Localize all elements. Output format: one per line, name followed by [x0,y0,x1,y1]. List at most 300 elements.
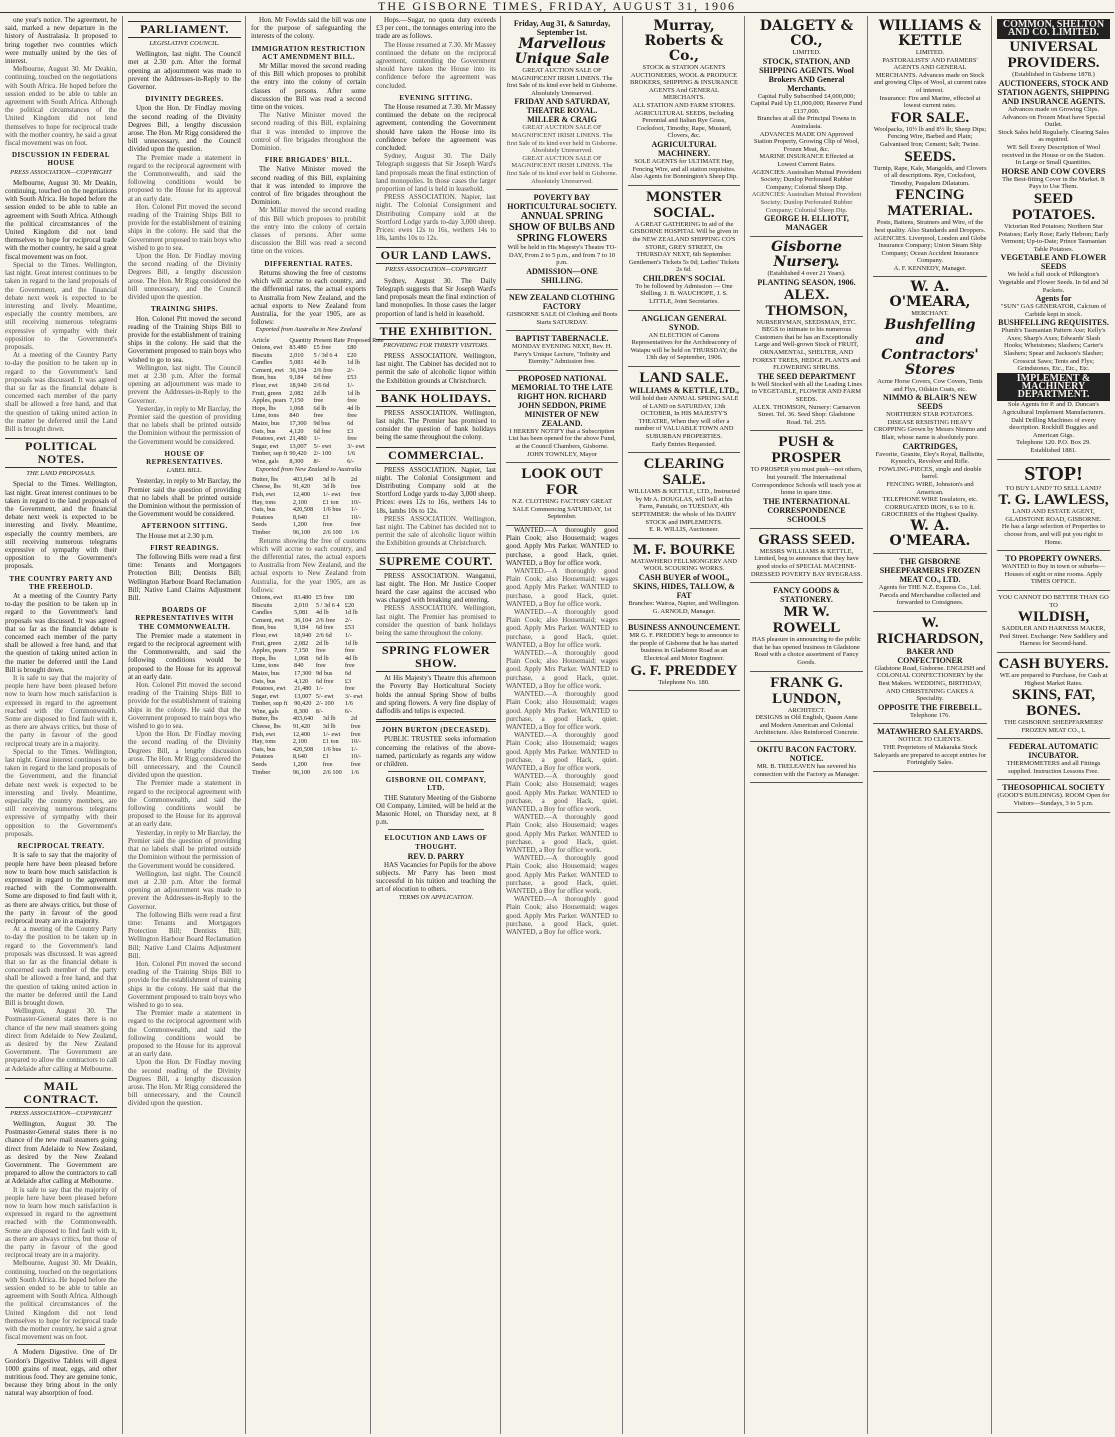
table-row [251,731,366,739]
table-cell: 5,081 [289,359,304,367]
dalgety-capital: Capital Fully Subscribed £4,000,000; Capital Paid Up £1,000,000; Reserve Fund £137,000. [750,92,863,115]
table-cell: £80 [344,593,355,601]
table-row [251,382,385,390]
body-text: The following Bills were read a first time: Tenants and Mortgagors Protection Bill; Dentists Bill; Wellington Harbour Board Reclamation Bill; Native Land Claims Adjustment Bill. [128,910,241,960]
article-body: Wellington, last night. The Council met at 2.30 p.m. After the formal opening an adjournment was made to prevent the Addresses-in-Reply to the Governor. [128,50,241,92]
preddey-telephone: Telephone No. 180. [658,678,710,686]
article-intro: one year's notice. The agreement, he said, marked a new departure in the history of Australasia. It proposed to bring together two countries which were mutually united by the ties of interest. [5,16,117,66]
article-subheading: PRESS ASSOCIATION—COPYRIGHT [10,168,112,176]
lundon-title: ARCHITECT. [787,706,826,714]
sale-date: Friday, Aug 31, & Saturday, September 1st. [513,19,611,37]
table-cell: £20 [344,601,355,609]
lookout-advert [506,463,618,526]
table-cell: 10/- [350,753,361,761]
table-row [251,443,385,451]
table-cell: 1/6 [350,528,359,536]
table-cell: 12,400 [292,730,311,738]
section-subheading: LEGISLATIVE COUNCIL. [149,40,220,47]
sale-body: GREAT AUCTION SALE OF MAGNIFICENT IRISH LINENS. The first Sale of its kind ever held in Gisborne. Absolutely Unreserved. [506,67,618,97]
cash-buyers-body: WE are prepared to Purchase, for Cash at Highest Market Rates. [999,671,1108,687]
table-cell: 5/- ewt [315,692,334,700]
table-cell: 420,508 [292,506,314,514]
column-3 [245,16,384,1434]
classified-ads: WANTED.—A thoroughly good Plain Cook; also Housemaid; wages good. Apply Mrs Parker. WANTED to purchase, a good Hack, quiet. WANTED, a Boy for office work. [506,731,618,772]
social-body: A GREAT GATHERING In aid of the GISBORNE HOSPITAL Will be given in the NEW ZEALAND SHIPPING CO'S STORE, GREY STREET, On THURSDAY NEXT, 6th September. [629,220,739,259]
table-cell: 1/- [347,382,355,390]
fencing-wire: FENCING WIRE, Johnston's and American. [886,481,974,496]
table-cell: 840 [294,662,304,670]
article-body: Special to the Times. Wellington, last night. Great interest continues to be taken in regard to the land proposals of the Government, and the financial debate next week is expected to be interesting and lively. Meantime, especially the country members, are still receiving numerous telegrams expressive of sympathy with their opposition to the Government's proposals. [5,480,117,571]
wool-sales: WE Sell Every Description of Wool received in the House or on the Station. [1002,143,1105,159]
tariff-table [251,476,366,537]
section-heading: MAIL CONTRACT. [5,1078,117,1108]
clearing-sale-body: WILLIAMS & KETTLE, LTD., Instructed by Mr A. DOUGLAS, will Sell at his Farm, Patutahi, on TUESDAY, 4th SEPTEMBER: the whole of his DAIRY STOCK and IMPLEMENTS. [628,488,740,526]
table-cell: 420,508 [292,745,314,753]
table-cell: 1/6 [344,700,353,708]
table-row [251,506,366,514]
table-row [251,655,366,663]
table-cell: 90,420 [289,450,307,458]
table-cell: 2,082 [289,389,304,397]
table-cell: 17,300 [294,669,312,677]
table-cell: 1/- [313,435,321,443]
williams-kettle-insurance: Insurance: Fire and Marine, effected at lowest current rates. [879,94,981,110]
table-cell: Bran, bus [252,374,277,382]
table-header-cell: Article [252,336,270,344]
table-row [251,390,385,398]
rowell-name: MR W. ROWELL [772,604,841,637]
table-cell: Fruit, green [252,389,282,397]
table-cell: £1 [322,753,330,761]
social-title: MONSTER SOCIAL. [646,188,722,221]
table-cell: Onions, ewt [252,344,283,352]
table-cell: £53 [347,374,357,382]
grass-seed-body: MESSRS WILLIAMS & KETTLE, Limited, beg to announce that they have good stocks of SPECIAL MACHINE-DRESSED POVERTY BAY RYEGRASS. [750,547,863,578]
bourke-name: M. F. BOURKE [633,541,735,558]
divider [388,829,484,830]
lundon-body: DESIGNS in Old English, Queen Anne and Modern American and Colonial Architecture. Also Reinforced Concrete. [754,714,859,737]
table-cell: 96,100 [292,768,311,776]
fencing-body: Posts, Battens, Strainers and Wire, of the best quality. Also Standards and Droppers. [874,219,986,234]
table-cell: Butter, lbs [252,715,278,723]
table-cell: 2d [350,715,358,723]
established-year: Established 1881. [1030,447,1077,455]
table-cell: 3/- ewt [344,692,363,700]
ics-advert [750,431,863,528]
table-cell: 2d [350,475,358,483]
show-body: Will be held in His Majesty's Theatre TO-DAY, From 2 to 5 p.m., and from 7 to 10 p.m. [507,244,617,267]
table-row [251,602,366,610]
body-text: It is safe to say that the majority of people here have been pleased before now to learn how much satisfaction is expressed in regard to the agreement reached with the Commonwealth. Some are disposed to find fault with it, as there are always critics, but those of the party in favour of the good reciprocal treaty are in a majority. [5,1185,117,1260]
table-cell: 2/- [347,366,355,374]
cash-buyers-title: CASH BUYERS. [998,655,1109,672]
table-cell: £3 [344,677,352,685]
section-subheading: PRESS ASSOCIATION—COPYRIGHT [385,266,487,274]
section-heading: PARLIAMENT. [128,21,241,38]
dalgety-insurance: MARINE INSURANCE Effected at Lowest Current Rates. [759,153,854,168]
table-cell: Oats, bus [252,745,276,753]
stop-body: TO BUY LAND? TO SELL LAND? [1005,484,1102,492]
table-cell: 91,420 [292,723,311,731]
bourke-works: MATAWHERO FELLMONGERY AND WOOL SCOURING WORKS. [631,557,737,573]
telephone-wire: TELEPHONE WIRE Insulators, etc. [882,496,978,504]
classified-ads: WANTED.—A thoroughly good Plain Cook; also Housemaid; wages good. Apply Mrs Parker. WANTED to purchase, a good Hack, quiet. WANTED, a Boy for office work. [506,772,618,813]
property-body: WANTED to Buy in town or suburbs—Houses of eight or nine rooms. Apply TIMES OFFICE. [1001,563,1106,586]
table-cell: 1/6 [347,450,356,458]
table-cell: £1 ton [322,738,339,746]
table-cell: 4d lb [347,404,360,412]
table-cell: Sugar, ewt [252,442,279,450]
table-cell: 1/6 bus [322,506,342,514]
table-cell: 2/6 6d [315,631,332,639]
table-cell: 5,081 [294,609,309,617]
section-subheading: PRESS ASSOCIATION—COPYRIGHT [10,1109,112,1117]
agents-title: Agents for [1035,294,1072,304]
classified-ads: WANTED.—A thoroughly good Plain Cook; also Housemaid; wages good. Apply Mrs Parker. WANTED to purchase, a good Hack, quiet. WANTED, a Boy for office work. [506,608,618,649]
notice-body: THE Statutory Meeting of the Gisborne Oil Company, Limited, will be held at the Masonic Hotel, on Thursday next, at 8 p.m. [376,793,496,827]
memorial-body: I HEREBY NOTIFY that a Subscription List has been opened for the above Fund, at the Council Chambers, Gisborne. [508,427,616,451]
table-cell: Apples, pears [252,397,287,405]
table-row [251,769,366,777]
richardson-trade: BAKER AND CONFECTIONER [897,646,963,665]
table-cell: 12,400 [292,491,311,498]
fencing-title: FENCING MATERIAL. [887,187,973,220]
classified-ads: WANTED.—A thoroughly good Plain Cook; also Housemaid; wages good. Apply Mrs Parker. WANTED to purchase, a good Hack, quiet. WANTED, a Boy for office work. [506,526,618,567]
dalgety-advances: ADVANCES MADE ON Approved Station Property, Growing Clip of Wool, Frozen Meat, &c. [753,130,860,153]
table-row [251,367,385,375]
table-title: Exported from New Zealand to Australia [255,465,362,473]
classified-ads: WANTED.—A thoroughly good Plain Cook; also Housemaid; wages good. Apply Mrs Parker. WANTED to purchase, a good Hack, quiet. WANTED, a Boy for office work. [506,690,618,731]
children-social: CHILDREN'S SOCIAL [642,273,726,283]
table-row [251,738,366,746]
table-cell: 8/- [313,458,321,466]
ics-name: THE INTERNATIONAL CORRESPONDENCE SCHOOLS [763,496,850,524]
okitu-notice: NOTICE. [789,753,824,763]
table-cell: 6d free [315,677,334,685]
table-cell: 1,200 [292,521,308,529]
table-cell: Potatoes [252,753,274,761]
table-cell: 2/6 100 [322,528,342,536]
table-cell: Oats, bus [252,427,276,435]
ics-body: TO PROSPER you must push—not others, but yourself. The International Correspondence Schools will teach you at home in spare time. [750,466,863,497]
clearing-sale-signature: E. R. WILLIS, Auctioneer. [649,526,719,534]
table-cell: 17,300 [289,420,307,428]
williams-kettle-limited: LIMITED. [915,49,945,56]
williams-kettle-advert [873,16,987,277]
article-body: Melbourne, August 30. Mr Deakin, continuing, touched on the negotiations with South Africa. He hoped before the session ended to be able to table an agreement with South Africa. Although the political circumstances of the United Kingdom did not lend themselves to hope for reciprocal trade with the mother country, he said a great fiscal movement was on foot. [5,178,117,261]
table-cell: free [350,521,361,529]
for-sale-title: FOR SALE. [890,109,970,126]
table-cell: 10/- [350,738,361,746]
body-text: Hon. Colonel Pitt moved the second reading of the Training Ships Bill to provide for the establishment of training ships in the colony. He said that the Government proposed to train boys who wished to go to sea. [128,202,241,252]
bourke-branches: Branches: Wairoa, Napier, and Wellington. [628,599,740,607]
common-shelton-name: COMMON, SHELTON AND CO. LIMITED. [997,19,1110,39]
article-body: The House resumed at 7.30. Mr Massey continued the debate on the reciprocal agreement, contending the Government should have taken the House into its confidence before the agreement was concluded. [376,103,496,153]
land-sale-entry: Early Entries Requested. [651,440,717,448]
business-advert [628,620,740,691]
richardson-name: W. RICHARDSON, [876,614,984,647]
table-cell: 9,184 [294,624,309,632]
classified-ads: WANTED.—A thoroughly good Plain Cook; also Housemaid; wages good. Apply Mrs Parker. WANTED to purchase, a good Hack, quiet. WANTED, a Boy for office work. [506,813,618,854]
omeara-stores-body: Acme Horse Covers, Cow Covers, Tents and Flys, Oilskin Coats, etc. [877,378,983,393]
table-row [251,450,385,458]
table-cell: 2d lb [315,639,329,647]
section-heading: THE EXHIBITION. [376,323,496,340]
table-cell: free [350,723,361,731]
covers-body: The Best-fitting Cover in the Market. It Pays to Use Them. [1002,175,1105,191]
dalgety-branches: Branches at all the Principal Towns in Australasia. [757,115,856,130]
corrugated-iron: CORRUGATED IRON, 6 to 10 ft. [885,503,975,511]
body-text: The Premier made a statement in regard to the reciprocal agreement with the Commonwealth, and said the following conditions would be proposed to the House for its approval at an early date. [128,779,241,829]
firm-name: Murray, Roberts & Co., [644,18,724,64]
table-row [251,405,385,413]
table-cell: 5 / 3d 6 4 [315,601,340,609]
table-cell: 10/- [350,498,361,506]
society-name: POVERTY BAY HORTICULTURAL SOCIETY. [507,193,617,212]
classified-ads: WANTED.—A thoroughly good Plain Cook; also Housemaid; wages good. Apply Mrs Parker. WANTED to purchase, a good Hack, quiet. WANTED, a Boy for office work. [506,567,618,608]
stop-headline: STOP! [1024,462,1083,485]
children-body: To be followed by Admission — One Shilling. J. B. WAUCHOPE, J. S. LITTLE, Joint Secretaries. [635,282,733,306]
classified-ads: WANTED.—A thoroughly good Plain Cook; also Housemaid; wages good. Apply Mrs Parker. WANTED to purchase, a good Hack, quiet. WANTED, a Boy for office work. [506,649,618,690]
notice-body: PUBLIC TRUSTEE seeks information concerning the relatives of the above-named, particularly as regards any widow or children. [376,735,496,769]
saleyards-title: MATAWHERO SALEYARDS. [877,727,983,737]
cartridges-body: Favorite, Granite, Eley's Royal, Ballistite, Kynoch's, Revolver and Rifle. [875,450,985,466]
article-body: The Native Minister moved the second reading of this Bill, explaining that it was intended to improve the control of fire brigades throughout the Dominion. [251,165,366,207]
table-cell: free [313,397,324,405]
sale-list: GREAT AUCTION SALE OF MAGNIFICENT IRISH LINENS. The first Sale of its kind ever held in Gisborne. Absolutely Unreserved. [506,124,618,155]
table-cell: 1/6 bus [322,745,342,753]
table-cell: 2/6 free [313,366,333,374]
table-body [251,715,366,776]
table-row [251,700,366,708]
omeara-title: MERCHANT. [911,310,949,318]
table-cell: Timber, sup ft [252,450,288,458]
table-cell: free [350,491,361,498]
article-body: Upon the Hon. Dr Findlay moving the second reading of the Divinity Degrees Bill, a lengthy discussion arose. The Hon. Mr Rigg considered the bill unnecessary, and the Council divided upon the question. [128,104,241,154]
firm-body: STOCK & STATION AGENTS AUCTIONEERS, WOOL & PRODUCE BROKERS, SHIPPING & INSURANCE AGENTS And GENERAL MERCHANTS. [630,64,738,102]
omeara-name: W. A. O'MEARA, [889,279,971,311]
ics-headline: PUSH & PROSPER [771,434,842,467]
table-cell: 1/- [344,631,352,639]
table-cell: 2,100 [292,738,308,746]
column-9 [991,16,1115,1434]
table-row [251,647,366,655]
table-cell: 4d lb [313,359,327,367]
seeds-body: Turnip, Rape, Kale, Mangolds, and Clovers of all descriptions. Rye, Cocksfoot, Timothy, Paspalum Dilatatum. [873,164,987,187]
table-cell: free [313,412,324,420]
telephone: Telephone 120. P.O. Box 29. [1016,439,1091,447]
table-cell: 5/- ewt [313,442,332,450]
table-cell: 9,184 [289,374,304,382]
table-cell: Wine, gals [252,458,279,466]
article-heading: DIFFERENTIAL RATES. [264,259,353,268]
memorial-title: PROPOSED NATIONAL MEMORIAL TO THE LATE RIGHT HON. RICHARD JOHN SEDDON, PRIME MINISTER OF NEW ZEALAND. [511,373,613,428]
quantities: In Large or Small Quantities. [1015,159,1092,167]
table-cell: 1/- ewt [322,491,341,498]
table-cell: £1 ton [322,498,339,506]
lundon-name: FRANK G. LUNDON, [770,674,843,707]
table-cell: 2/6 6d [313,382,330,390]
table-row [251,428,385,436]
seed-potatoes-body: Victorian Red Potatoes; Northern Star Potatoes; Early Rose; Early Hebron; Early Vermont; Up-to-Date; Prince Tasmanian Table Potatoes. [998,222,1109,253]
table-row [251,617,366,625]
table-cell: Hops, lbs [252,654,276,662]
table-cell: 21,480 [294,685,312,693]
lawless-note: He has a large selection of Properties to choose from, and will put you right to Home. [1001,523,1106,546]
table-row [251,514,366,522]
article-body: Hon. Colonel Pitt moved the second reading of the Training Ships Bill to provide for the establishment of training ships in the colony. He said that the Government proposed to train boys who wished to go to sea. [128,314,241,364]
article-body: At His Majesty's Theatre this afternoon the Poverty Bay Horticultural Society holds the annual Spring Show of bulbs and spring flowers. A very fine display of daffodils and tulips is expected. [376,674,496,715]
table-cell: free [350,761,361,769]
table-cell: 1/6 [350,768,359,776]
table-row [251,352,385,360]
social-advert [628,186,740,311]
body-text: PRESS ASSOCIATION. Wellington, last night. The Cabinet has decided not to permit the sale of alcoholic liquor within the Exhibition grounds at Christchurch. [376,514,496,548]
table-row [251,483,366,491]
frozen-meat-advert [873,554,987,612]
table-row [251,723,366,731]
article-heading: DIVINITY DEGREES. [145,95,224,104]
nursery-owner: ALEX. THOMSON, [765,286,848,319]
tabernacle-body: MONDAY EVENING NEXT, Rev. H. Parry's Unique Lecture, "Infinity and Eternity." Admission free. [511,343,613,366]
fowling-pieces: FOWLING-PIECES, single and double barrel. [878,465,982,481]
synod-body: AN ELECTION of Canons Representatives for the Archdeaconry of Waiapu will be held on THURSDAY, the 13th day of September, 1906. [630,331,738,362]
article-heading: THE COUNTRY PARTY AND THE FREEHOLD. [9,574,113,591]
rowell-body: HAS pleasure in announcing to the public that he has opened business in Gladstone Road with a choice assortment of Fancy Goods. [751,636,862,666]
section-heading: POLITICAL NOTES. [5,438,117,468]
dalgety-agencies: AGENCIES: Australian Mutual Provident Society; Dunlop Perforated Rubber Company; Colonial Sheep Dip. [751,168,862,191]
table-row [251,397,385,405]
notice-heading: GISBORNE OIL COMPANY, LTD. [385,776,487,793]
table-cell: 90,420 [294,700,312,708]
omeara-signature: W. A. O'MEARA. [889,517,971,549]
table-cell: 2/6 100 [322,768,342,776]
land-sale-firm: WILLIAMS & KETTLE, LTD., [629,386,739,396]
table-cell: free [322,761,333,769]
okitu-body: MR. B. TRELEAVEN has severed his connection with the Factory as Manager. [753,762,860,778]
table-cell: 6d free [313,374,332,382]
table-cell: Potatoes [252,513,274,521]
table-cell: 1,068 [294,654,309,662]
section-subheading: PROVIDING FOR THIRSTY VISITORS. [383,341,489,349]
table-cell: free [315,662,326,670]
table-cell: 6d [344,669,352,677]
table-cell: £1 [322,513,330,521]
lookout-body: N.Z. CLOTHING FACTORY GREAT SALE Commencing SATURDAY, 1st September. [511,498,613,521]
table-cell: Biscuits [252,351,273,359]
table-row [251,359,385,367]
dalgety-name: DALGETY & CO., [759,18,854,49]
tariff-table [251,337,385,466]
table-cell: 2/6 free [315,616,336,624]
table-cell: 2,010 [294,601,309,609]
richardson-telephone: Telephone 176. [910,711,950,719]
table-cell: Apples, pears [252,647,287,655]
nursery-name: Gisborne Nursery. [771,239,842,271]
classified-ads: WANTED.—A thoroughly good Plain Cook; also Housemaid; wages good. Apply Mrs Parker. WANTED to purchase, a good Hack, quiet. WANTED, a Boy for office work. [506,895,618,936]
services: AUCTIONEERS, STOCK AND STATION AGENTS, SHIPPING AND INSURANCE AGENTS. [997,79,1110,106]
body-text: Special to the Times. Wellington, last night. Great interest continues to be taken in regard to the land proposals of the Government, and the financial debate next week is expected to be interesting and lively. Meantime, especially the country members, are still receiving numerous telegrams expressive of sympathy with their opposition to the Government's proposals. [5,260,117,351]
body-text: Yesterday, in reply to Mr Barclay, the Premier said the question of providing that no labels shall be printed outside the Dominion without the permission of the Government would be considered. [128,404,241,446]
table-cell: Cheese, lbs [252,483,281,491]
williams-kettle-body: PASTORALISTS' AND FARMERS' AGENTS AND GENERAL MERCHANTS. Advances made on Stock and growing Clips of Wool, at current rates of interest. [873,56,987,94]
table-cell: free [350,483,361,491]
article-heading: RECIPROCAL TREATY. [17,842,105,851]
sale-headline: Marvellous Unique Sale [514,36,610,67]
table-cell: 5 / 3d 6 4 [313,351,338,359]
article-body: The following Bills were read a first time: Tenants and Mortgagors Protection Bill; Dentists Bill; Wellington Harbour Board Reclamation Bill; Native Land Claims Adjustment Bill. [128,552,241,602]
property-title: TO PROPERTY OWNERS. [1005,554,1102,564]
table-cell: 1/- [315,685,323,693]
rowell-title: FANCY GOODS & STATIONERY. [773,586,840,605]
notice-heading: JOHN BURTON (DECEASED). [381,726,491,735]
theosophical-title: THEOSOPHICAL SOCIETY [1002,783,1105,793]
table-row [251,746,366,754]
section-heading: SPRING FLOWER SHOW. [376,642,496,672]
body-text: Melbourne, August 30. Mr Deakin, continuing, touched on the negotiations with South Africa. He hoped before the session ended to be able to table an agreement with South Africa. Although the political circumstances of the United Kingdom did not lend themselves to hope for reciprocal trade with the mother country, he said a great fiscal movement was on foot. [5,1259,117,1342]
article-heading: EVENING SITTING. [399,93,473,102]
omeara-stores: Bushfelling and Contractors' Stores [881,317,979,379]
table-cell: free [344,685,355,693]
table-row [251,435,385,443]
table-header-row [251,337,385,345]
show-admission: ADMISSION—ONE SHILLING. [526,266,598,285]
nursery-season: PLANTING SEASON, 1906. [757,277,856,287]
groceries: GROCERIES of the Highest Quality. [881,511,979,519]
seeds-title: VEGETABLE AND FLOWER SEEDS [1000,253,1107,272]
seeds-body: We hold a full stock of Pilkington's Vegetable and Flower Seeds. In 6d and 3d Packets. [998,271,1109,294]
omeara-advert [873,277,987,554]
table-cell: 3d lb [322,483,336,491]
masthead: THE GISBORNE TIMES, FRIDAY, AUGUST 31, 1906 [0,0,1114,13]
table-cell: Flour, ewt [252,631,278,639]
table-cell: 1,068 [289,404,304,412]
table-cell: 1d lb [347,359,360,367]
property-advert [997,551,1110,591]
table-cell: Lime, tons [252,662,279,670]
grass-seed-title: GRASS SEED. [758,531,855,548]
table-cell: Hay, tons [252,498,276,506]
table-cell: Potatoes, ewt [252,685,286,693]
table-row [251,678,366,686]
table-cell: 4d lb [315,609,329,617]
murray-roberts-advert [628,16,740,186]
table-cell: Candles [252,359,273,367]
table-cell: 18,940 [294,631,312,639]
skins-company: THE GISBORNE SHEEPFARMERS' FROZEN MEAT CO., L [1003,719,1104,734]
article-body: Mr Millar moved the second reading of this Bill which proposes to prohibit the entry into the colony of certain classes of persons. After some discussion the Bill was read a second time on the voices. [251,62,366,112]
seeds-body: NORTHERN STAR POTATOES. DISEASE RESISTING HEAVY CROPPING Grown by Messrs Nimmo and Blair, whose name is absolutely pure. [873,411,987,442]
table-cell: Timber, sup ft [252,700,288,708]
table-row [251,521,366,529]
body-text: Yesterday, in reply to Mr Barclay, the Premier said the question of providing that no labels shall be printed outside the Dominion without the permission of the Government would be considered. [128,828,241,870]
table-cell: 840 [289,412,299,420]
article-heading: IMMIGRATION RESTRICTION ACT AMENDMENT BILL. [251,44,366,61]
body-text: PRESS ASSOCIATION. Napier, last night. The Colonial Consignment and Distributing Company sold at the Stortford Lodge yards to-day 3,000 sheep. Prices: ewes 12s to 16s, wethers 14s to 18s, lambs 10s to 12s. [376,193,496,243]
dalgety-manager: GEORGE H. ELLIOTT, MANAGER [764,214,849,233]
bourke-cash: CASH BUYER of WOOL, SKINS, HIDES, TALLOW, & FAT [632,572,736,600]
article-body: It is safe to say that the majority of people here have been pleased before now to learn how much satisfaction is expressed in regard to the agreement reached with the Commonwealth. Some are disposed to find fault with it, as there are always critics, but those of the party in favour of the good reciprocal treaty are in a majority. [5,851,117,925]
table-cell: 2/- 100 [315,700,334,708]
article-heading: TRAINING SHIPS. [150,305,218,314]
dalgety-agencies: AGENCIES: Australian Mutual Provident Society; Dunlop Perforated Rubber Company; Colonial Sheep Dip. [751,191,862,214]
table-row [251,594,366,602]
table-cell: free [344,647,355,655]
implement-body: Sole Agents for P. and D. Duncan's Agricultural Implement Manufacturers. Dahl Drilling Machines of every description. Rockhill Buggies and American Gigs. [1002,401,1105,439]
table-cell: 6d [347,420,354,428]
table-cell: 2d lb [313,389,327,397]
table-cell: Cheese, lbs [252,723,281,731]
